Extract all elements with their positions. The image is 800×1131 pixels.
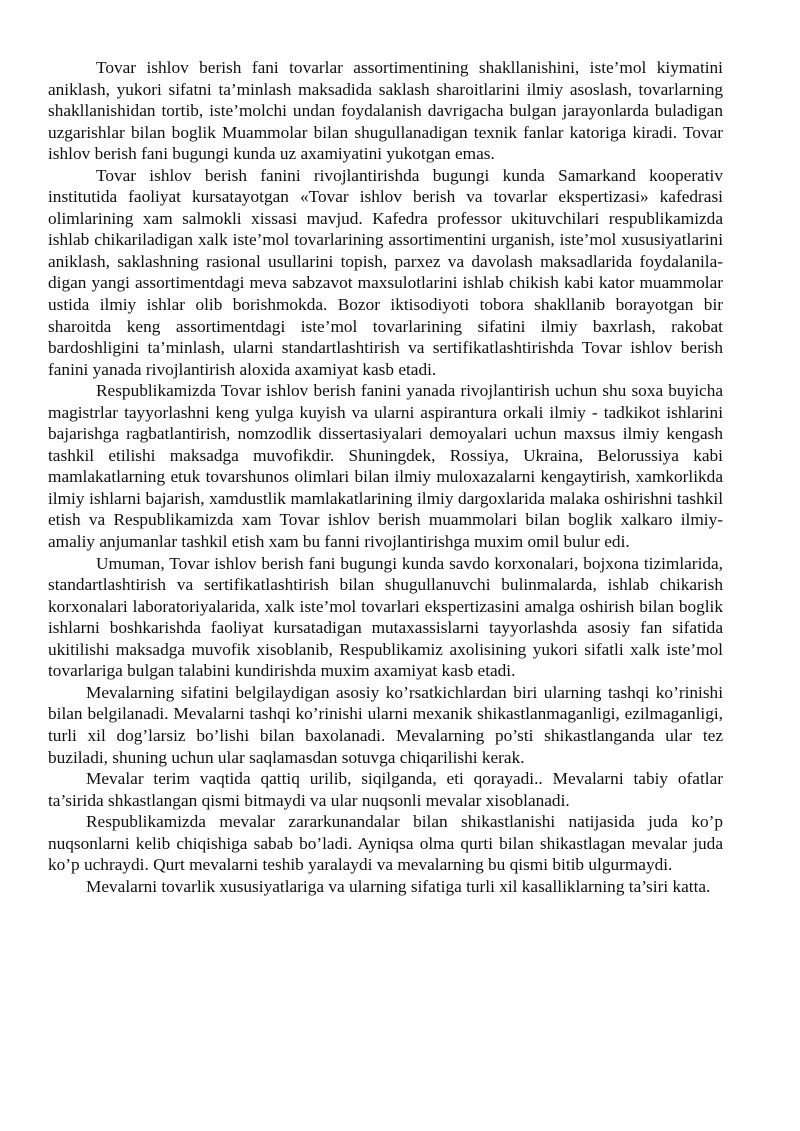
paragraph-development: Respublikamizda Tovar ishlov berish fanini yanada rivojlantirish uchun shu soxa buyicha magistrlar tayyorlashni keng yulga kuyish va ularni aspirantura orkali ilmiy - tadkikot ishlarini bajarishga ragbatlantirish, nomzodlik dissertasiyalari demoyalari uchun maxsus ilmiy kengash tashkil etilishi maksadga muvofikdir. Shuningdek, Rossiya, Ukraina, Belorussiya kabi mamlakatlarning etuk tovarshunos olimlari bilan ilmiy muloxazalarni kengaytirish, xamkorlikda ilmiy ishlarni bajarish, xamdustlik mamlakatlarining ilmiy dargoxlarida malaka oshirishni tashkil etish va Respublikamizda xam Tovar ishlov berish muammolari bilan boglik xalkaro ilmiy-amaliy anjumanlar tashkil etish xam bu fanni rivojlantirishga muxim omil bulur edi.	[48, 381, 723, 552]
paragraph-harvest-damage: Mevalar terim vaqtida qattiq urilib, siqilganda, eti qorayadi.. Mevalarni tabiy ofatlar ta’sirida shkastlangan qismi bitmaydi va ular nuqsonli mevalar xisoblanadi.	[48, 769, 723, 810]
paragraph-summary: Umuman, Tovar ishlov berish fani bugungi kunda savdo korxonalari, bojxona tizimlarida, standartlashtirish va sertifikatlashtirish bilan shugullanuvchi bulinmalarda, ishlab chikarish korxonalari laboratoriyalarida, xalk iste’mol tovarlari ekspertizasini amalga oshirish bilan boglik ishlarni boshkarishda faoliyat kursatadigan mutaxassislarni tayyorlashda asosiy fan sifatida ukitilishi maksadga muvofik xisoblanib, Respublikamiz axolisining yukori sifatli xalk iste’mol tovarlariga bulgan talabini kundirishda muxim axamiyat kasb etadi.	[48, 553, 723, 681]
paragraph-samarkand-institute: Tovar ishlov berish fanini rivojlantirishda bugungi kunda Samarkand kooperativ institutida faoliyat kursatayotgan «Tovar ishlov berish va tovarlar ekspertizasi» kafedrasi olimlarining xam salmokli xissasi mavjud. Kafedra professor ukituvchilari respublikamizda ishlab chikariladigan xalk iste’mol tovarlarining assortimentini urganish, iste’mol xususiyatlarini aniklash, saklashning rasional usullarini topish, parxez va davolash maksadlarida foydalanila-digan yangi assortimentdagi meva sabzavot maxsulotlarini ishlab chikish kabi kator muammolar ustida ilmiy ishlar olib borishmokda. Bozor iktisodiyoti tobora shakllanib borayotgan bir sharoitda keng assortimentdagi iste’mol tovarlarining sifatini ilmiy baxrlash, rakobat bardoshligini ta’minlash, ularni standartlashtirish va sertifikatlashtirishda Tovar ishlov berish fanini yanada rivojlantirish aloxida axamiyat kasb etadi.	[48, 165, 723, 379]
paragraph-fruit-quality: Mevalarning sifatini belgilaydigan asosiy ko’rsatkichlardan biri ularning tashqi ko’rinishi bilan belgilanadi. Mevalarni tashqi ko’rinishi ularni mexanik shikastlanmaganligi, ezilmaganligi, turli xil dog’larsiz bo’lishi bilan baxolanadi. Mevalarning po’sti shikastlanganda ular tez buziladi, shuning uchun ular saqlamasdan sotuvga chiqarilishi kerak.	[48, 682, 723, 767]
document-page	[48, 57, 723, 897]
paragraph-pests: Respublikamizda mevalar zararkunandalar bilan shikastlanishi natijasida juda ko’p nuqsonlarni kelib chiqishiga sabab bo’ladi. Ayniqsa olma qurti bilan shikastlagan mevalar juda ko’p uchraydi. Qurt mevalarni teshib yaralaydi va mevalarning bu qismi bitib ulgurmaydi.	[48, 812, 723, 875]
paragraph-diseases: Mevalarni tovarlik xususiyatlariga va ularning sifatiga turli xil kasalliklarning ta’siri katta.	[86, 876, 711, 896]
paragraph-intro: Tovar ishlov berish fani tovarlar assortimentining shakllanishini, iste’mol kiymatini aniklash, yukori sifatni ta’minlash maksadida saklash sharoitlarini ilmiy asoslash, tovarlarning shakllanishidan tortib, iste’molchi undan foydalanish davrigacha bulgan jarayonlarda buladigan uzgarishlar bilan boglik Muammolar bilan shugullanadigan texnik fanlar katoriga kiradi. Tovar ishlov berish fani bugungi kunda uz axamiyatini yukotgan emas.	[48, 58, 723, 164]
